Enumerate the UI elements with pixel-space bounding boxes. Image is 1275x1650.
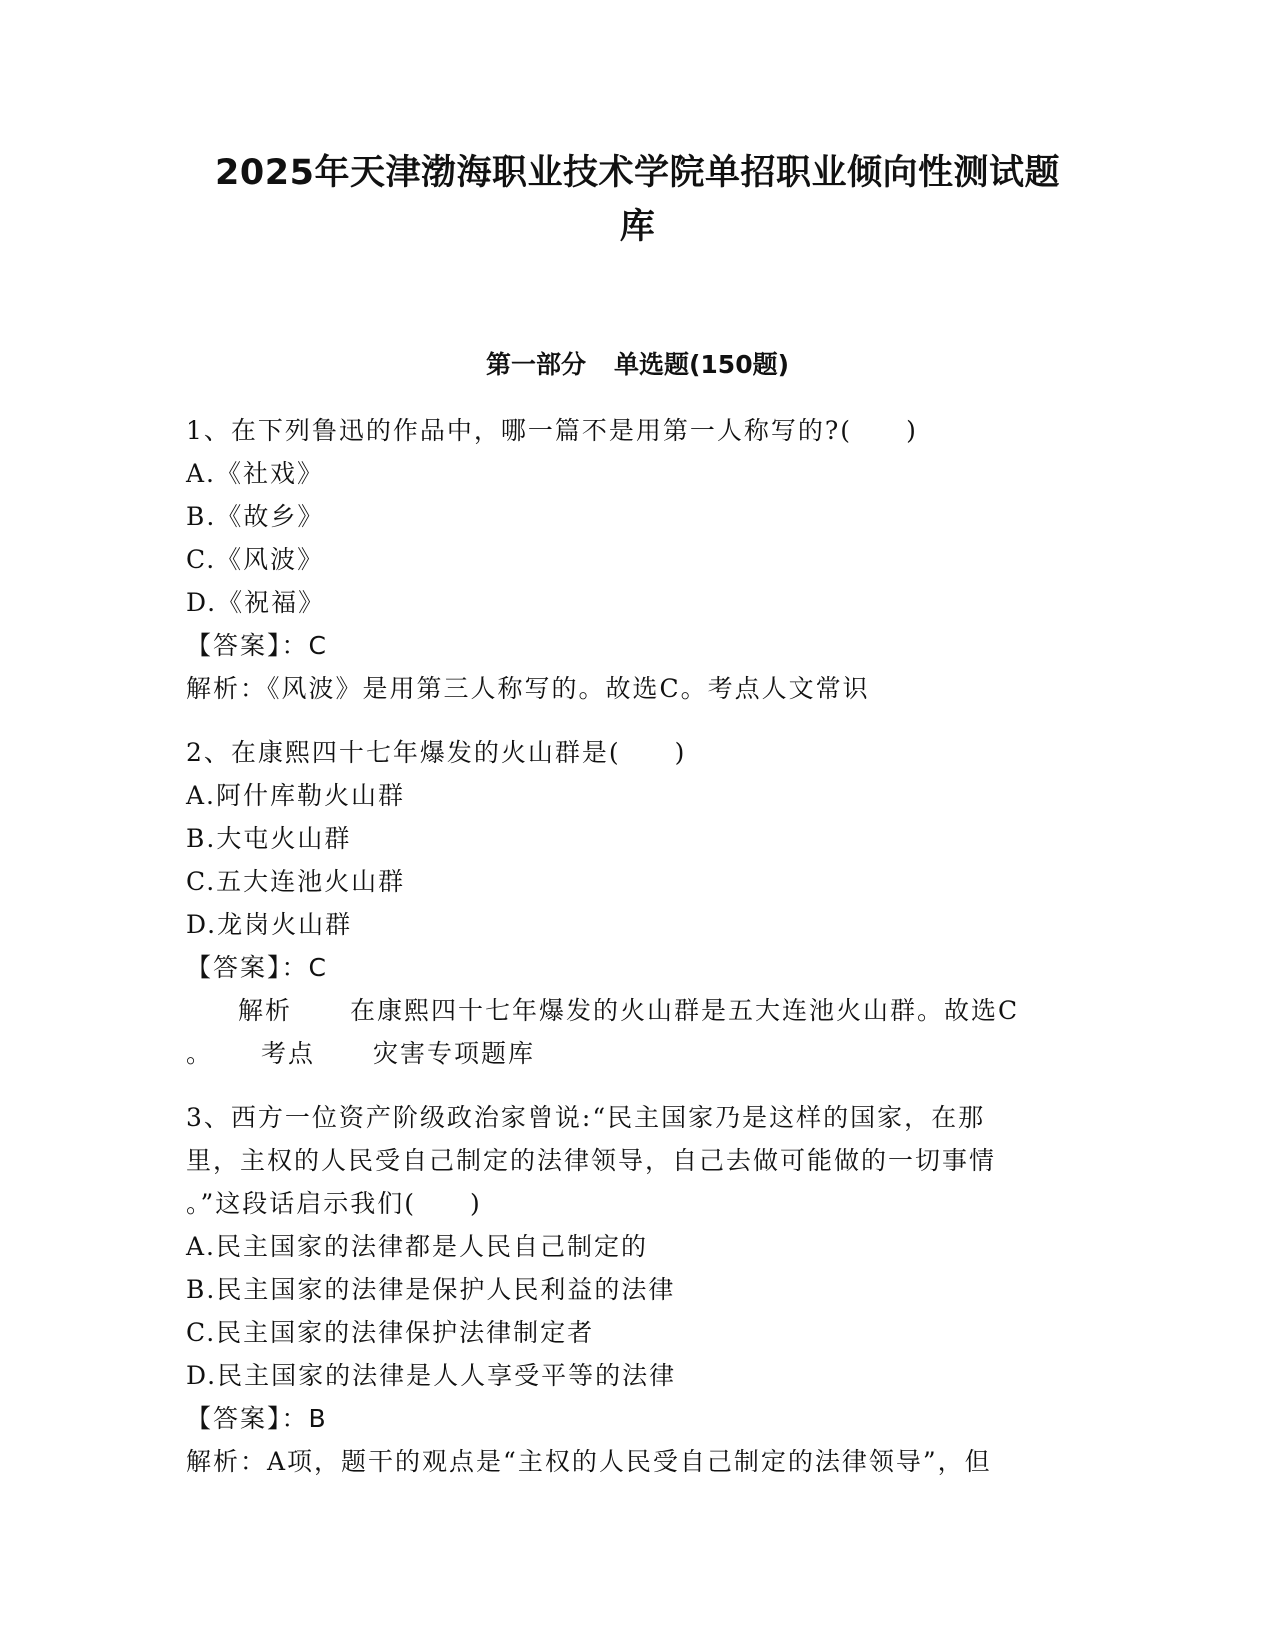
question-stem-line-3: 。”这段话启示我们( ) — [186, 1189, 482, 1218]
answer-line: 【答案】：C — [186, 953, 328, 982]
question-3 — [186, 1096, 1086, 1483]
answer-line: 【答案】：B — [186, 1404, 328, 1433]
point-label: 考点 — [261, 1039, 316, 1068]
option-b: B.大屯火山群 — [186, 824, 352, 853]
title-line-2: 库 — [619, 207, 656, 247]
section-heading — [0, 348, 1275, 382]
analysis-line: 解析：A项，题干的观点是“主权的人民受自己制定的法律领导”，但 — [186, 1447, 992, 1476]
analysis-label: 解析 — [238, 996, 293, 1025]
analysis-text: 在康熙四十七年爆发的火山群是五大连池火山群。故选C — [350, 996, 1020, 1025]
option-d: D.民主国家的法律是人人享受平等的法律 — [186, 1361, 677, 1390]
option-a: A.民主国家的法律都是人民自己制定的 — [186, 1232, 649, 1261]
question-2 — [186, 731, 1086, 1075]
question-stem-line-2: 里，主权的人民受自己制定的法律领导，自己去做可能做的一切事情 — [186, 1146, 997, 1175]
option-a: A.阿什库勒火山群 — [186, 781, 406, 810]
page-title — [150, 146, 1125, 254]
question-1 — [186, 409, 1086, 710]
question-stem: 1、在下列鲁迅的作品中，哪一篇不是用第一人称写的?( ) — [186, 416, 918, 445]
section-part-label: 第一部分 — [485, 350, 586, 379]
option-c: C.《风波》 — [186, 545, 325, 574]
point-text: 灾害专项题库 — [373, 1039, 536, 1068]
question-list — [186, 409, 1086, 1483]
analysis-end: 。 — [186, 1039, 214, 1068]
option-c: C.五大连池火山群 — [186, 867, 406, 896]
option-d: D.龙岗火山群 — [186, 910, 353, 939]
analysis-line-2 — [186, 1032, 1086, 1075]
section-name-label: 单选题(150题) — [613, 350, 790, 379]
title-line-1: 2025年天津渤海职业技术学院单招职业倾向性测试题 — [215, 153, 1060, 193]
option-b: B.《故乡》 — [186, 502, 325, 531]
analysis-line — [186, 989, 1086, 1032]
question-stem-line-1: 3、西方一位资产阶级政治家曾说:“民主国家乃是这样的国家，在那 — [186, 1103, 986, 1132]
analysis-line: 解析：《风波》是用第三人称写的。故选C。考点人文常识 — [186, 674, 870, 703]
answer-line: 【答案】：C — [186, 631, 328, 660]
option-b: B.民主国家的法律是保护人民利益的法律 — [186, 1275, 676, 1304]
option-a: A.《社戏》 — [186, 459, 325, 488]
option-d: D.《祝福》 — [186, 588, 326, 617]
option-c: C.民主国家的法律保护法律制定者 — [186, 1318, 595, 1347]
question-stem: 2、在康熙四十七年爆发的火山群是( ) — [186, 738, 687, 767]
